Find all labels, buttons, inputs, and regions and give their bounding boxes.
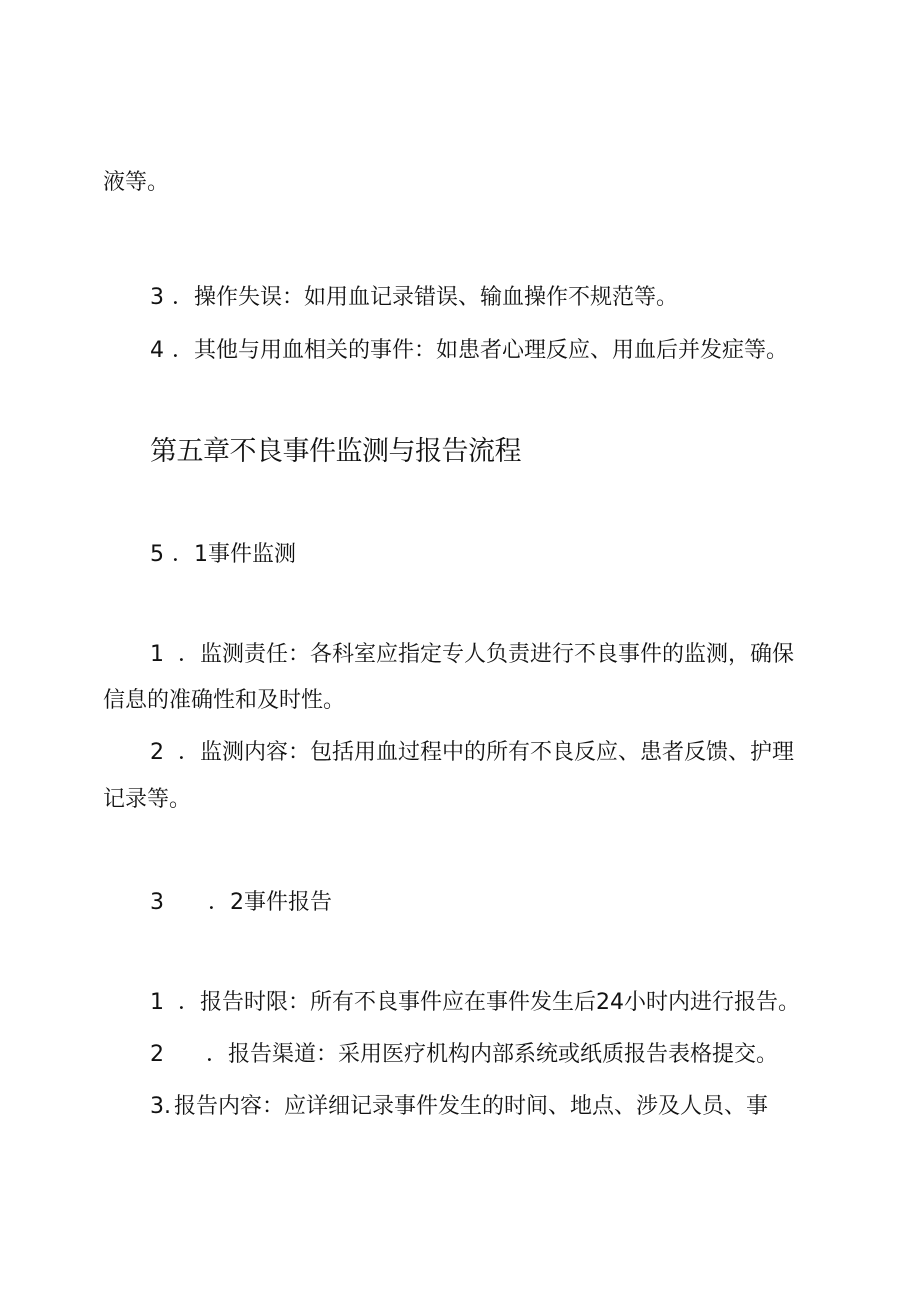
list-item-number: 1: [150, 642, 164, 667]
list-item-continuation: 信息的准确性和及时性。: [103, 688, 346, 713]
list-item-continuation: 记录等。: [103, 787, 192, 812]
section-number: 3: [150, 890, 164, 915]
list-item-number: 3: [150, 285, 164, 310]
list-item-text: ．报告渠道：采用医疗机构内部系统或纸质报告表格提交。: [206, 1042, 779, 1067]
list-item-text: ．监测内容：包括用血过程中的所有不良反应、患者反馈、护理: [178, 740, 795, 765]
list-item: [150, 336, 788, 366]
section-heading: [150, 888, 332, 918]
section-number: 5: [150, 542, 164, 567]
list-item-text: ．其他与用血相关的事件：如患者心理反应、用血后并发症等。: [172, 338, 789, 363]
section-title: ．1事件监测: [172, 542, 296, 567]
list-item-text: ．报告时限：所有不良事件应在事件发生后24小时内进行报告。: [178, 990, 800, 1015]
list-item-text: ．监测责任：各科室应指定专人负责进行不良事件的监测，确保: [178, 642, 795, 667]
list-item: [150, 283, 678, 313]
list-item: [150, 1092, 768, 1122]
section-title: ．2事件报告: [208, 890, 332, 915]
section-heading: [150, 540, 296, 570]
list-item-text: 报告内容：应详细记录事件发生的时间、地点、涉及人员、事: [174, 1094, 769, 1119]
list-item-number: 4: [150, 338, 164, 363]
list-item-number: 2: [150, 740, 164, 765]
list-item-number: 3.: [150, 1094, 171, 1119]
list-item: [150, 738, 794, 768]
list-item-text: ．操作失误：如用血记录错误、输血操作不规范等。: [172, 285, 679, 310]
continuation-text: 液等。: [103, 170, 170, 195]
list-item-number: 2: [150, 1042, 164, 1067]
list-item: [150, 1040, 778, 1070]
list-item: [150, 640, 794, 670]
list-item-number: 1: [150, 990, 164, 1015]
list-item: [150, 988, 800, 1018]
chapter-title: 第五章不良事件监测与报告流程: [150, 436, 521, 467]
